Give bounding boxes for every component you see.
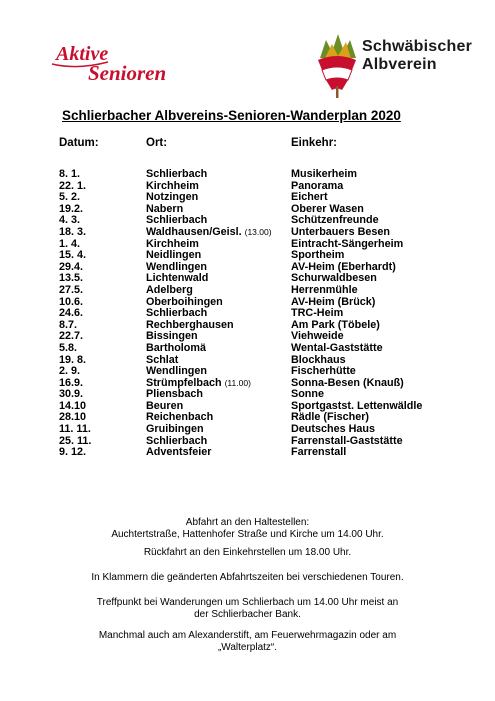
row-stop: Sportgastst. Lettenwäldle — [291, 399, 423, 412]
table-row — [0, 227, 495, 239]
row-stop: Oberer Wasen — [291, 202, 364, 215]
table-row — [0, 308, 495, 320]
row-date: 16.9. — [59, 376, 84, 389]
row-date: 1. 4. — [59, 237, 81, 250]
row-place-name: Schlierbach — [146, 168, 208, 180]
row-stop: Rädle (Fischer) — [291, 411, 369, 424]
row-place-name: Nabern — [146, 202, 184, 215]
row-place-name: Schlat — [146, 353, 179, 366]
row-stop: Farrenstall — [291, 446, 347, 459]
row-date: 19. 8. — [59, 353, 87, 366]
row-stop: Unterbauers Besen — [291, 225, 391, 238]
row-place-name: Pliensbach — [146, 388, 204, 401]
row-date: 25. 11. — [59, 434, 92, 447]
row-stop: AV-Heim (Brück) — [291, 295, 376, 308]
row-date: 30.9. — [59, 388, 84, 401]
row-stop: TRC-Heim — [291, 307, 344, 320]
row-stop: Am Park (Töbele) — [291, 318, 380, 331]
table-row — [0, 250, 495, 262]
row-place-name: Wendlingen — [146, 260, 207, 273]
row-place-name: Gruibingen — [146, 423, 204, 436]
row-departure-time-note: (13.00) — [244, 226, 272, 237]
row-stop: Sonna-Besen (Knauß) — [291, 376, 404, 389]
row-place-name: Bissingen — [146, 330, 198, 343]
row-date: 28.10 — [59, 411, 87, 424]
row-stop: Eintracht-Sängerheim — [291, 237, 404, 250]
row-stop: Panorama — [291, 179, 344, 192]
row-date: 24.6. — [59, 307, 84, 320]
row-place-name: Adventsfeier — [146, 446, 212, 459]
row-place-name: Waldhausen/Geisl. — [146, 225, 242, 238]
row-stop: Wental-Gaststätte — [291, 341, 383, 354]
table-row — [0, 285, 495, 297]
row-place-name: Bartholomä — [146, 341, 206, 354]
row-date: 14.10 — [59, 399, 87, 412]
row-date: 5.8. — [59, 341, 78, 354]
row-date: 18. 3. — [59, 225, 87, 238]
row-date: 13.5. — [59, 272, 84, 285]
header-place: Ort: — [146, 137, 168, 149]
footer-departure — [0, 517, 495, 541]
row-stop: Viehweide — [291, 330, 344, 343]
row-date: 22. 1. — [59, 179, 87, 192]
row-place-name: Kirchheim — [146, 179, 199, 192]
footer-alternatives — [0, 630, 495, 654]
row-date: 15. 4. — [59, 249, 87, 262]
footer-departure-line2: Auchtertstraße, Hattenhofer Straße und Kirche um 14.00 Uhr. — [111, 529, 384, 540]
row-date: 10.6. — [59, 295, 84, 308]
row-stop: Herrenmühle — [291, 283, 358, 296]
row-stop: Eichert — [291, 191, 328, 204]
row-place-name: Strümpfelbach — [146, 376, 222, 389]
row-stop: Fischerhütte — [291, 365, 356, 378]
table-row — [0, 447, 495, 459]
row-place-name: Beuren — [146, 399, 184, 412]
row-place-name: Oberboihingen — [146, 295, 223, 308]
row-place-name: Lichtenwald — [146, 272, 209, 285]
row-place-name: Wendlingen — [146, 365, 207, 378]
row-stop: Deutsches Haus — [291, 423, 376, 436]
row-date: 11. 11. — [59, 423, 91, 436]
albverein-logo — [312, 30, 482, 100]
row-date: 8.7. — [59, 318, 78, 331]
footer-meeting-point — [0, 597, 495, 621]
albverein-line1: Schwäbischer — [362, 38, 473, 55]
row-stop: Schützenfreunde — [291, 214, 379, 227]
row-date: 8. 1. — [59, 168, 81, 180]
row-place-name: Reichenbach — [146, 411, 214, 424]
row-stop: AV-Heim (Eberhardt) — [291, 260, 396, 273]
row-date: 4. 3. — [59, 214, 81, 227]
row-stop: Schurwaldbesen — [291, 272, 377, 285]
logo-aktive-text: Aktive — [56, 43, 109, 65]
row-stop: Musikerheim — [291, 168, 358, 180]
footer-brackets-note: In Klammern die geänderten Abfahrtszeiten bei verschiedenen Touren. — [91, 572, 404, 583]
row-date: 27.5. — [59, 283, 84, 296]
albverein-line2: Albverein — [362, 56, 437, 73]
row-date: 22.7. — [59, 330, 84, 343]
page-title: Schlierbacher Albvereins-Senioren-Wanderplan 2020 — [62, 108, 401, 123]
header-date: Datum: — [59, 137, 99, 149]
row-date: 9. 12. — [59, 446, 87, 459]
table-row — [0, 169, 495, 181]
row-place-name: Neidlingen — [146, 249, 202, 262]
footer-alternatives-line2: „Walterplatz“. — [217, 642, 278, 653]
table-row — [0, 343, 495, 355]
row-place-name: Schlierbach — [146, 434, 208, 447]
row-stop: Sonne — [291, 388, 324, 401]
row-place-name: Rechberghausen — [146, 318, 234, 331]
table-row — [0, 366, 495, 378]
footer-meeting-line2: der Schlierbacher Bank. — [194, 609, 301, 620]
row-place-name: Schlierbach — [146, 307, 208, 320]
footer-alternatives-line1: Manchmal auch am Alexanderstift, am Feuerwehrmagazin oder am — [98, 630, 397, 641]
albverein-leaf-emblem — [312, 30, 362, 100]
table-row — [0, 424, 495, 436]
row-stop: Sportheim — [291, 249, 345, 262]
row-place — [146, 447, 211, 459]
row-stop: Farrenstall-Gaststätte — [291, 434, 403, 447]
aktive-senioren-logo — [48, 40, 198, 85]
schedule-table — [0, 169, 495, 459]
row-departure-time-note: (11.00) — [224, 377, 251, 388]
row-date: 2. 9. — [59, 365, 81, 378]
footer-return: Rückfahrt an den Einkehrstellen um 18.00 Uhr. — [143, 547, 352, 558]
row-date: 19.2. — [59, 202, 84, 215]
row-place-name: Notzingen — [146, 191, 199, 204]
row-stop: Blockhaus — [291, 353, 346, 366]
footer-meeting-line1: Treffpunkt bei Wanderungen um Schlierbach um 14.00 Uhr meist an — [96, 597, 399, 608]
row-place-name: Kirchheim — [146, 237, 199, 250]
row-date: 5. 2. — [59, 191, 81, 204]
row-place-name: Schlierbach — [146, 214, 208, 227]
row-place-name: Adelberg — [146, 283, 193, 296]
header-stop: Einkehr: — [291, 137, 338, 149]
albverein-wordmark — [362, 38, 472, 74]
row-date: 29.4. — [59, 260, 84, 273]
logo-senioren-text: Senioren — [88, 61, 167, 85]
footer-departure-line1: Abfahrt an den Haltestellen: — [185, 517, 310, 528]
